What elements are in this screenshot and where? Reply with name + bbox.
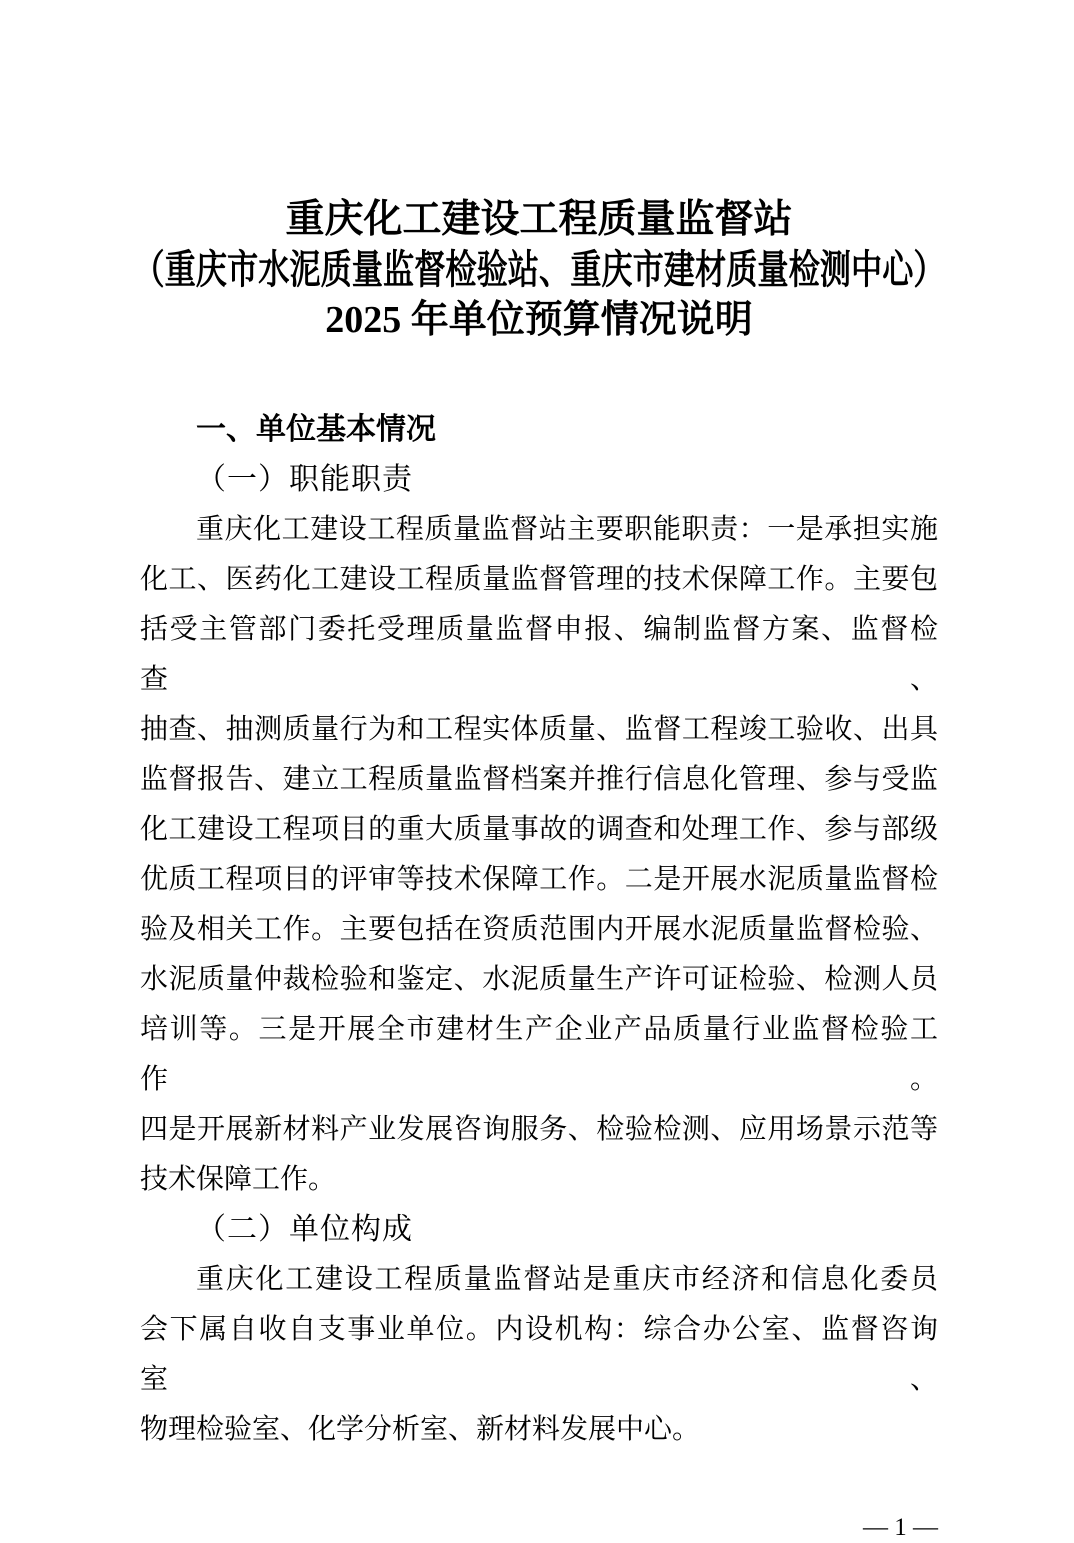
page-number: — 1 —	[863, 1514, 938, 1541]
body-line: 技术保障工作。	[140, 1164, 337, 1195]
page-footer	[140, 1513, 938, 1543]
body-line: 化工建设工程项目的重大质量事故的调查和处理工作、参与部级	[140, 814, 938, 845]
body-line: 抽查、抽测质量行为和工程实体质量、监督工程竣工验收、出具	[140, 714, 938, 745]
paragraph-duties	[140, 505, 938, 1205]
body-line: 水泥质量仲裁检验和鉴定、水泥质量生产许可证检验、检测人员	[140, 964, 938, 995]
body-line: 会下属自收自支事业单位。内设机构：综合办公室、监督咨询室、	[140, 1314, 938, 1395]
document-title	[133, 195, 945, 345]
body-line: 重庆化工建设工程质量监督站主要职能职责：一是承担实施	[196, 514, 938, 545]
body-line: 重庆化工建设工程质量监督站是重庆市经济和信息化委员	[196, 1264, 938, 1295]
body-line: 四是开展新材料产业发展咨询服务、检验检测、应用场景示范等	[140, 1114, 938, 1145]
title-line-2-text: （重庆市水泥质量监督检验站、重庆市建材质量检测中心）	[133, 247, 945, 292]
body-line: 验及相关工作。主要包括在资质范围内开展水泥质量监督检验、	[140, 914, 938, 945]
body-line: 化工、医药化工建设工程质量监督管理的技术保障工作。主要包	[140, 564, 938, 595]
subsection-heading-duties: （一）职能职责	[196, 463, 413, 496]
body-line: 培训等。三是开展全市建材生产企业产品质量行业监督检验工作。	[140, 1014, 938, 1095]
body-line: 监督报告、建立工程质量监督档案并推行信息化管理、参与受监	[140, 764, 938, 795]
title-gap	[140, 345, 938, 405]
body-line: 物理检验室、化学分析室、新材料发展中心。	[140, 1414, 701, 1445]
paragraph-composition	[140, 1255, 938, 1455]
title-line-2	[133, 245, 945, 295]
section-heading-basic-info: 一、单位基本情况	[196, 413, 436, 446]
subsection-heading-composition: （二）单位构成	[196, 1213, 413, 1246]
title-line-3: 2025 年单位预算情况说明	[325, 299, 753, 341]
body-line: 优质工程项目的评审等技术保障工作。二是开展水泥质量监督检	[140, 864, 938, 895]
body-line: 括受主管部门委托受理质量监督申报、编制监督方案、监督检查、	[140, 614, 938, 695]
title-line-1: 重庆化工建设工程质量监督站	[285, 198, 793, 241]
